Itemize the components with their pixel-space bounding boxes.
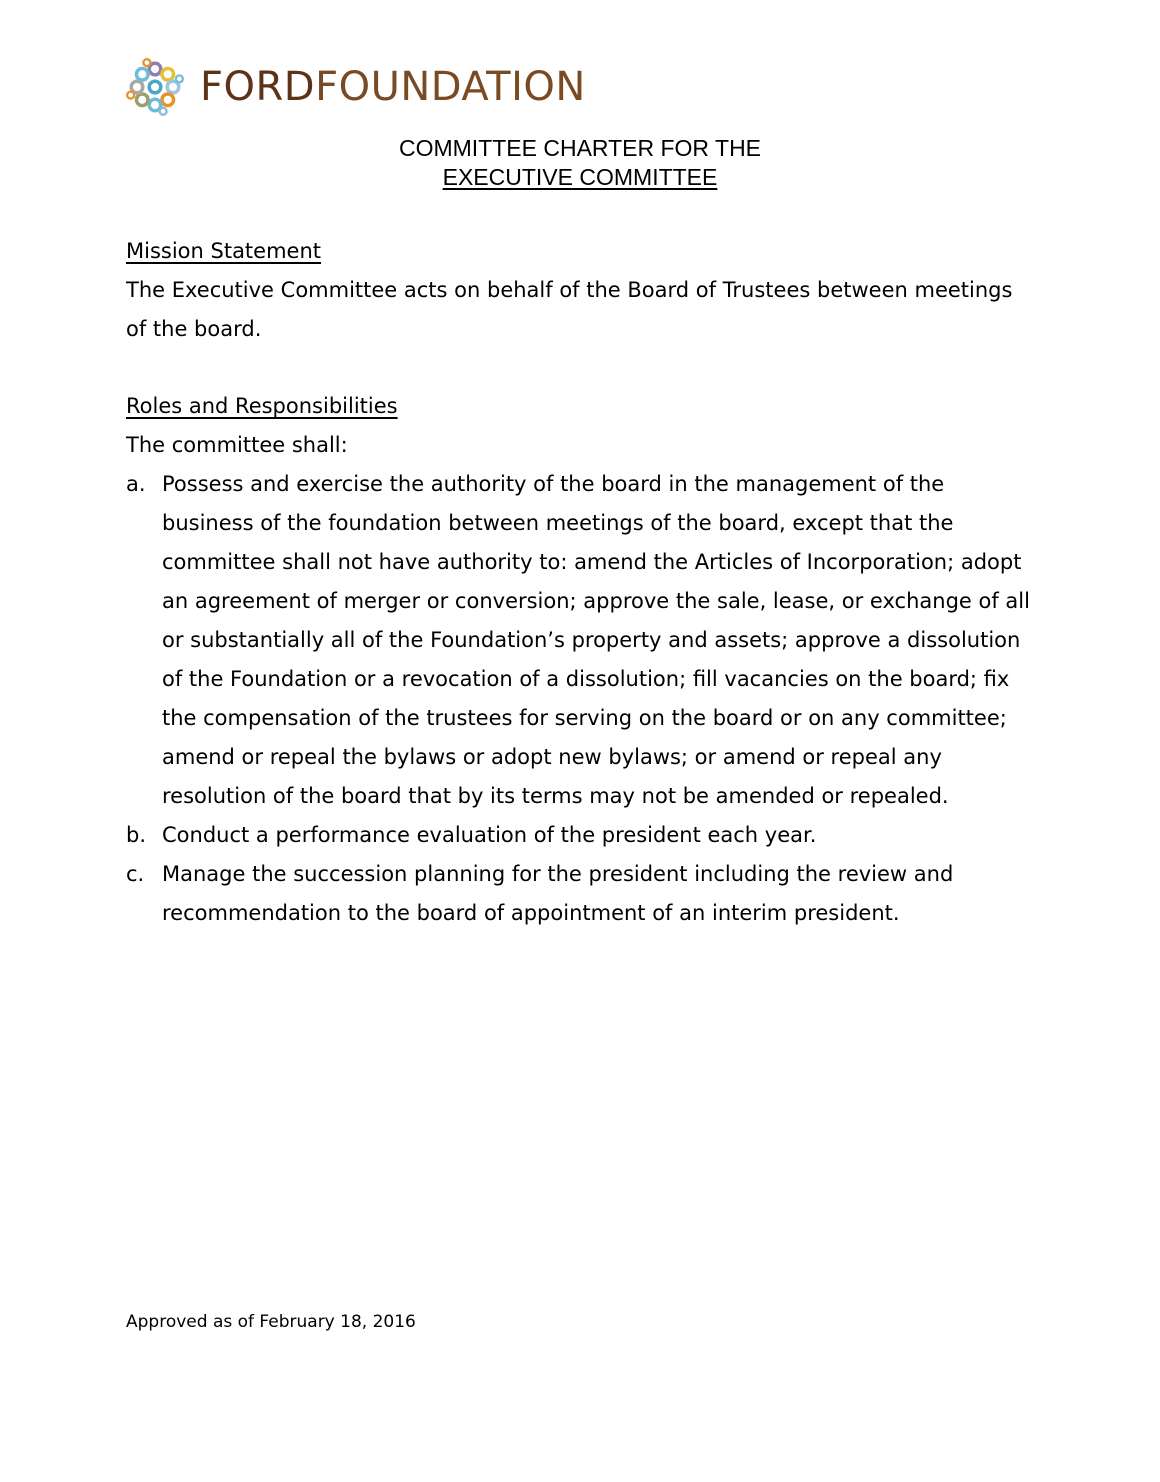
document-title-line-2: EXECUTIVE COMMITTEE — [442, 164, 718, 190]
list-item — [126, 855, 1036, 933]
wordmark-ford: FORD — [200, 64, 316, 110]
list-item-text: Manage the succession planning for the president including the review and recommendation to the board of appointment of an interim president. — [162, 862, 954, 925]
roles-responsibilities-heading: Roles and Responsibilities — [126, 394, 398, 418]
list-item — [126, 816, 1036, 855]
ford-foundation-circle-logo-icon — [126, 58, 184, 116]
roles-list — [126, 465, 1036, 933]
list-item-text: Conduct a performance evaluation of the president each year. — [162, 823, 817, 847]
list-item-marker: a. — [126, 472, 146, 496]
mission-statement-body: The Executive Committee acts on behalf of the Board of Trustees between meetings of the board. — [126, 278, 1013, 341]
list-item-text: Possess and exercise the authority of the board in the management of the business of the foundation between meetings of the board, except that the committee shall not have authority to: amend the Articles of Incorporation; adopt an agreement of merger or conversion; approve the sale, lease, or exchange of all or substantially all of the Foundation’s property and assets; approve a dissolution of the Foundation or a revocation of a dissolution; fill vacancies on the board; fix the compensation of the trustees for serving on the board or on any committee; amend or repeal the bylaws or adopt new bylaws; or amend or repeal any resolution of the board that by its terms may not be amended or repealed. — [162, 472, 1030, 808]
document-title-line-1: COMMITTEE CHARTER FOR THE — [398, 135, 762, 161]
list-item-marker: b. — [126, 823, 147, 847]
document-body — [126, 232, 1036, 933]
roles-lead-in: The committee shall: — [126, 433, 348, 457]
mission-statement-heading: Mission Statement — [126, 239, 322, 263]
wordmark-foundation: FOUNDATION — [315, 64, 586, 110]
list-item — [126, 465, 1036, 816]
document-title — [0, 134, 1160, 192]
brand-header — [126, 58, 586, 116]
brand-wordmark — [200, 64, 586, 110]
list-item-marker: c. — [126, 862, 145, 886]
footer-approved-date: Approved as of February 18, 2016 — [126, 1312, 416, 1332]
section-spacer — [126, 349, 1036, 387]
